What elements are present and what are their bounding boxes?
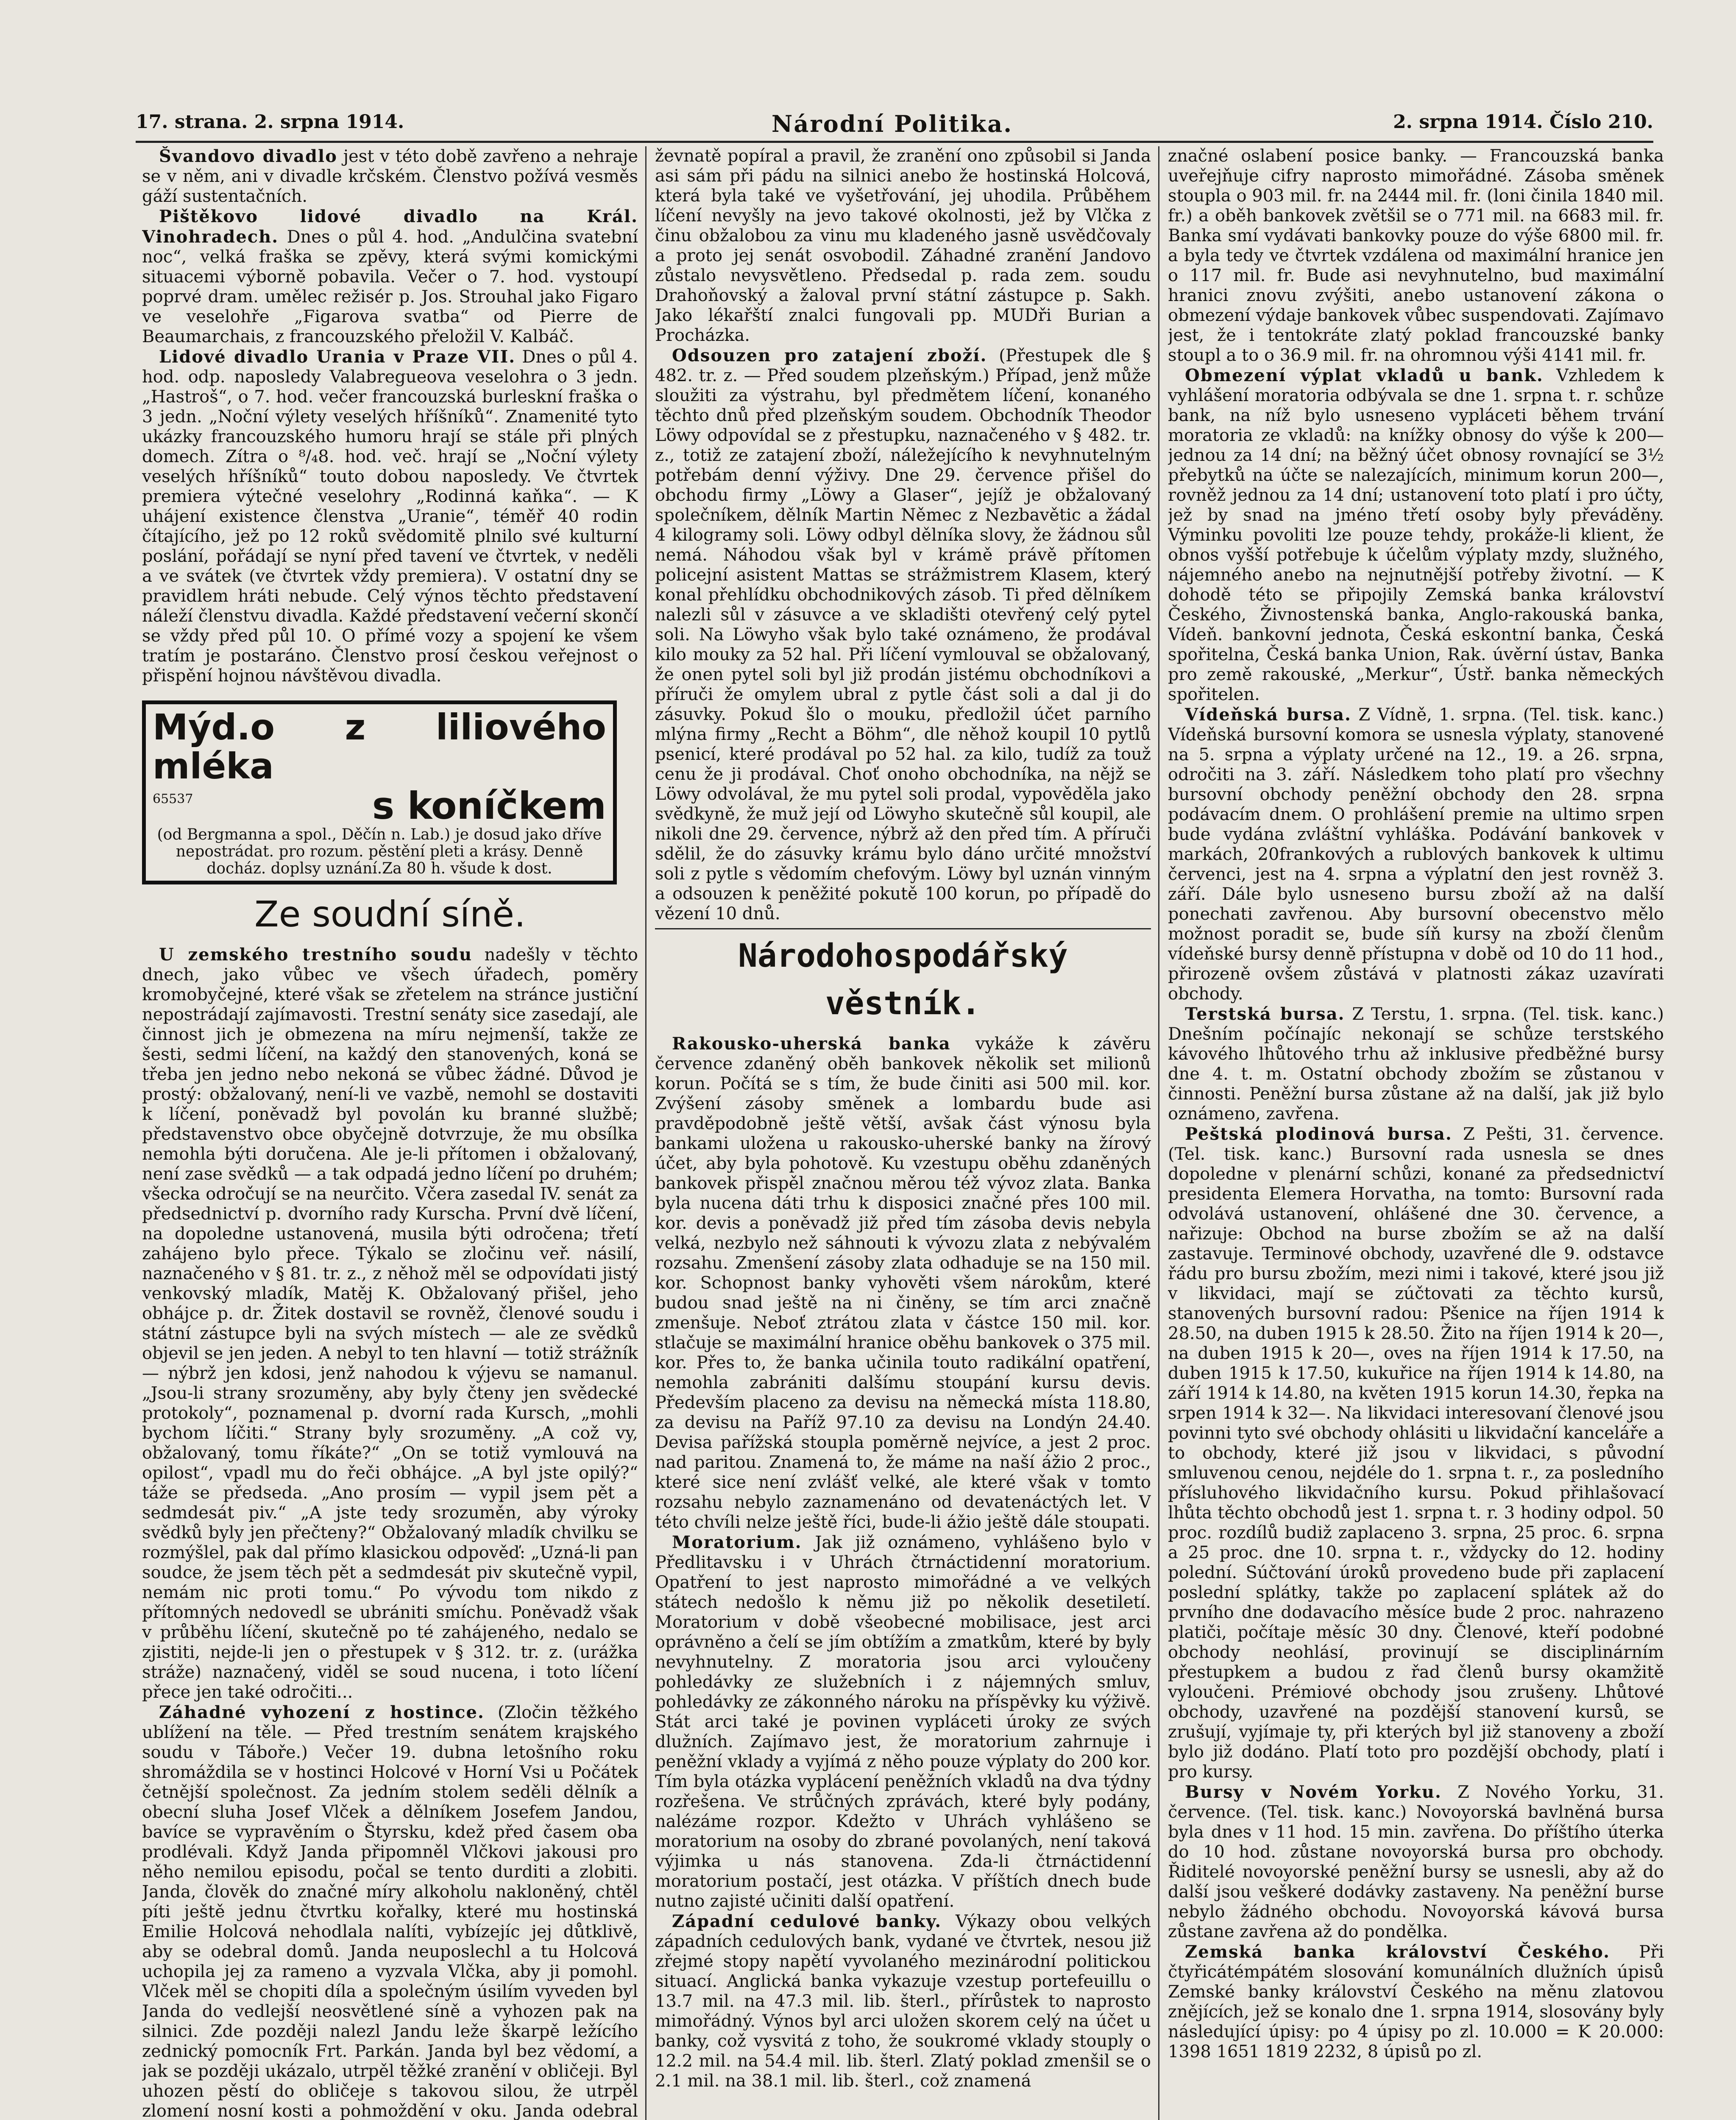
article: Odsouzen pro zatajení zboží. (Přestupek dle § 482. tr. z. — Před soudem plzeňským.) Případ, jenž může sloužiti za výstrahu, byl předmětem líčení, konaného těchto dnů před plzeňským soudem. Obchodník Theodor Löwy odpovídal se z přestupku, naznačeného v § 482. tr. z., totiž ze zatajení zboží, náležejícího k nevyhnutelným potřebám denní výživy. Dne 29. července přišel do obchodu firmy „Löwy a Glaser“, jejíž je obžalovaný společníkem, dělník Martin Němec z Nezbavětic a žádal 4 kilogramy soli. Löwy odbyl dělníka slovy, že žádnou sůl nemá. Náhodou však byl v krámě právě přítomen policejní asistent Mattas se strážmistrem Klasem, který konal přehlídku obchodnikových zásob. Ti před dělníkem nalezli sůl v zásuvce a ve skladišti otevřený celý pytel soli. Na Löwyho však bylo také oznámeno, že prodával kilo mouky za 52 hal. Při líčení vymlouval se obžalovaný, že onen pytel soli byl již prodán jistému obchodníkovi a příruči že omylem ubral z pytle část soli a dal ji do zásuvky. Pokud šlo o mouku, předložil účet parního mlýna firmy „Recht a Böhm“, dle něhož koupil 10 pytlů psenicí, které prodával po 52 hal. za kilo, tudíž za touž cenu že ji prodával. Choť onoho obchodníka, na nějž se Löwy odvolával, že mu pytel soli prodal, vypověděla jako svědkyně, že muž její od Löwyho skutečně sůl koupil, ale nikoli dne 29. července, nýbrž až den před tím. A příruči sdělil, že do zásuvky krámu bylo dáno určité množství soli z pytle s vědomím chefovým. Löwy byl uznán vinným a odsouzen k peněžité pokutě 100 korun, po případě do vězení 10 dnů. [655,346,1151,923]
section-heading: Ze soudní síně. [254,893,526,935]
column-3 [1168,146,1664,2120]
masthead-title: Národní Politika. [772,110,1013,137]
column-rule [1158,146,1159,2120]
soap-advertisement [142,700,617,884]
article: Záhadné vyhození z hostince. (Zločin těžkého ublížení na těle. — Před trestním senátem krajského soudu v Táboře.) Večer 19. dubna letošního roku shromáždila se v hostinci Holcové v Horní Vsi u Počátek četnější společnost. Za jedním stolem seděli dělník a obecní sluha Josef Vlček a dělníkem Josefem Jandou, bavíce se vypravěním o Štyrsku, kdež před časem oba prodlévali. Když Janda připomněl Vlčkovi jakousi pro něho nemilou episodu, počal se tento durditi a zlobiti. Janda, člověk do značné míry alkoholu nakloněný, chtěl píti ještě jednu čtvrtku kořalky, které mu hostinská Emilie Holcová nehodlala nalíti, vybízejíc jej důtklivě, aby se odebral domů. Janda neuposlechl a tu Holcová uchopila jej za rameno a vyzvala Vlčka, aby ji pomohl. Vlček měl se chopiti díla a společným úsilím vyveden byl Janda do vedlejší neosvětlené síně a vyhozen pak na silnici. Zde později nalezl Jandu leže škarpě ležícího zednický pomocník Frt. Parkán. Janda byl bez vědomí, a jak se později ukázalo, utrpěl těžké zranění v obličeji. Byl uhozen pěstí do obličeje s takovou silou, že utrpěl zlomení nosní kosti a pohmoždění v oku. Janda odebral [142,1702,638,2120]
column-2 [655,146,1151,2120]
article-continuation: značné oslabení posice banky. — Francouzská banka uveřejňuje cifry naprosto mimořádné. Zásoba směnek stoupla o 903 mil. fr. na 2444 mil. fr. (loni činila 1840 mil. fr.) a oběh bankovek zvětšil se o 771 mil. na 6683 mil. fr. Banka smí vydávati bankovky pouze do výše 6800 mil. fr. a byla tedy ve čtvrtek vzdálena od maximální hranice jen o 117 mil. fr. Bude asi nevyhnutelno, bud maximální hranici znovu zvýšiti, anebo ustanovení zákona o obmezení výdaje bankovek vůbec suspendovati. Zajímavo jest, že i tentokráte zlatý poklad francouzské banky stoupl a to o 36.9 mil. fr. na ohromnou výši 4141 mil. fr. [1168,146,1664,365]
column-1 [142,146,638,2120]
ad-headline: Mýd.o z liliového mléka [153,706,606,787]
theatre-note: Švandovo divadlo jest v této době zavřeno a nehraje se v něm, ani v divadle krčském. Členstvo požívá vesměs gáží sustentačních. [142,146,638,206]
article: Peštská plodinová bursa. Z Pešti, 31. července. (Tel. tisk. kanc.) Bursovní rada usnesla se dnes dopoledne v plenární schůzi, konané za předsednictví presidenta Elemera Horvatha, na tomto: Bursovní rada odvolává ustanovení, ohlášené dne 30. července, a nařizuje: Obchod na burse zbožím se až na další zastavuje. Terminové obchody, uzavřené dle 9. odstavce řádu pro bursu zbožím, mezi nimi i takové, které jsou již v likvidaci, mají se zúčtovati za těchto kursů, stanovených bursovní radou: Pšenice na říjen 1914 k 28.50, na duben 1915 k 28.50. Žito na říjen 1914 k 20—, na duben 1915 k 20—, oves na říjen 1914 k 17.50, na duben 1915 k 17.50, kukuřice na říjen 1914 k 14.80, na září 1914 k 14.80, na květen 1915 korun 14.30, řepka na srpen 1914 k 32—. Na likvidaci interesovaní členové jsou povinni tyto své obchody ohlásiti u likvidační kanceláře a to obchody, které již jsou v likvidaci, s původní smluvenou cenou, nejdéle do 1. srpna t. r., za posledního přísluhového likvidačního kursu. Pokud přihlašovací lhůta těchto obchodů jest 1. srpna t. r. 3 hodiny odpol. 50 proc. rozdílů budiž zaplaceno 3. srpna, 25 proc. 6. srpna a 25 proc. dne 10. srpna t. r., vždycky do 12. hodiny polední. Súčtování úroků provedeno bude při zaplacení poslední splátky, takže po zaplacení splátek až do prvního dne dodavacího měsíce bude 2 proc. nahrazeno platiči, počítaje měsíc 30 dny. Členové, kteří podobné obchody neohlásí, provinují se disciplinárním přestupkem a budou z řad členů bursy okamžitě vyloučeni. Prémiové obchody jsou zrušeny. Lhůtové obchody, uzavřené na pozdější stanovení kursů, se zrušují, vyjímaje ty, při kterých byl již stanoveny a zboží bylo již dodáno. Platí toto pro pozdější obchody, platí i pro kursy. [1168,1124,1664,1782]
article: Bursy v Novém Yorku. Z Nového Yorku, 31. července. (Tel. tisk. kanc.) Novoyorská bavlněná bursa byla dnes v 11 hod. 15 min. zavřena. Do příštího úterka do 10 hod. zůstane novoyorská bursa pro obchody. Řiditelé novoyorské peněžní bursy se usnesli, aby až do další jsou veškeré dodávky zastaveny. Na peněžní burse nebylo žádného obchodu. Novoyorská kávová bursa zůstane zavřena až do pondělka. [1168,1782,1664,1941]
theatre-note: Pištěkovo lidové divadlo na Král. Vinohradech. Dnes o půl 4. hod. „Andulčina svatební noc“, velká fraška se zpěvy, která svými komickými situacemi výborně pobavila. Večer o 7. hod. vystoupí poprvé dram. umělec režisér p. Jos. Strouhal jako Figaro ve veselohře „Figarova svatba“ od Pierre de Beaumarchais, z francouzského přeložil V. Kalbáč. [142,206,638,346]
article: Moratorium. Jak již oznámeno, vyhlášeno bylo v Předlitavsku i v Uhrách čtrnáctidenní moratorium. Opatření to jest naprosto mimořádné a ve velkých státech nedošlo k němu již po několik desetiletí. Moratorium v době všeobecné mobilisace, jest arci oprávněno a čelí se jím obtížím a zmatkům, které by byly nevyhnutelny. Z moratoria jsou arci vyloučeny pohledávky ze služebních i z nájemných smluv, pohledávky ze zákonného nároku na příspěvky ku výživě. Stát arci také je povinen vypláceti úroky ze svých dlužních. Zajímavo jest, že moratorium zahrnuje i peněžní vklady a vyjímá z něho pouze výplaty do 200 kor. Tím byla otázka vyplácení peněžních vkladů na dva týdny rozřešena. Ve strůčných zprávách, které byly podány, nalézáme rozpor. Kdežto v Uhrách vyhlášeno se moratorium na osoby do zbrané povolaných, není taková výjimka u nás stanovena. Zda-li čtrnáctidenní moratorium postačí, jest otázka. V příštích dnech bude nutno zajisté učiniti další opatření. [655,1532,1151,1911]
ad-headline-2: s koníčkem [372,784,606,828]
article-continuation: ževnatě popíral a pravil, že zranění ono způsobil si Janda asi sám při pádu na silnici anebo že hostinská Holcová, která byla také ve vyšetřování, jej uhodila. Průběhem líčení nevyšly na jevo takové okolnosti, jež by Vlčka z činu obžalobou za vinu mu kladeného jasně usvědčovaly a proto jej senát osvobodil. Záhadné zranění Jandovo zůstalo nevysvětleno. Předsedal p. rada zem. soudu Drahoňovský a žaloval první státní zástupce p. Sakh. Jako lékařští znalci fungovali pp. MUDři Burian a Procházka. [655,146,1151,345]
theatre-note: Lidové divadlo Urania v Praze VII. Dnes o půl 4. hod. odp. naposledy Valabregueova veselohra o 3 jedn. „Hastroš“, o 7. hod. večer francouzská burleskní fraška o 3 jedn. „Noční výlety veselých hříšníků“. Znamenité tyto ukázky francouzského humoru hrají se stále při plných domech. Zítra o ⁸/₄8. hod. več. hrají se „Noční výlety veselých hříšníků“ touto dobou naposledy. Ve čtvrtek premiera výtečné veselohry „Rodinná kaňka“. — K uhájení existence členstva „Uranie“, téměř 40 rodin čítajícího, jež po 12 roků svědomitě plnilo své kulturní poslání, pořádají se nyní před tavení ve čtvrtek, v neděli a ve svátek (ve čtvrtek vždy premiera). V ostatní dny se pravidlem hráti nebude. Celý výnos těchto představení náleží členstvu divadla. Každé představení večerní skončí se vždy před půl 10. O přímé vozy a spojení ke všem tratím je postaráno. Členstvo prosí českou veřejnost o přispění hojnou návštěvou divadla. [142,347,638,686]
header-issue-number: 2. srpna 1914. Číslo 210. [1393,111,1653,133]
article: U zemského trestního soudu nadešly v těchto dnech, jako vůbec ve všech úřadech, poměry kromobyčejné, které však se zřetelem na stránce justiční nepostrádají zajímavosti. Trestní senáty sice zasedají, ale činnost jich je obmezena na míru nejmenší, takže ze šesti, sedmi líčení, na každý den stanovených, koná se třeba jen jedno nebo nekoná se vůbec žádné. Důvod je prostý: obžalovaný, není-li ve vazbě, nemohl se dostaviti k líčení, poněvadž byl povolán ku branné službě; představenstvo obce obyčejně dotvrzuje, že mu obsílka nemohla býti doručena. Ale je-li přítomen i obžalovaný, není zase svědků — a tak odpadá jedno líčení po druhém; všecka odročují se na neurčito. Včera zasedal IV. senát za předsednictví p. dvorního rady Kurscha. První dvě líčení, na dopoledne ustanovená, musila býti odročena; třetí zahájeno bylo přece. Týkalo se zločinu veř. násilí, naznačeného v § 81. tr. z., z něhož měl se odpovídati jistý venkovský mladík, Matěj K. Obžalovaný přišel, jeho obhájce p. dr. Žitek dostavil se rovněž, členové soudu i státní zástupce byli na svých místech — ale ze svědků objevil se jen jeden. A nebyl to ten hlavní — totiž strážník — nýbrž jen kdosi, jenž nahodou k výjevu se namanul. „Jsou-li strany srozuměny, aby byly čteny jen svědecké protokoly“, poznamenal p. dvorní rada Kursch, „mohli bychom líčiti.“ Strany byly srozuměny. „A což vy, obžalovaný, tomu říkáte?“ „On se totiž vymlouvá na opilost“, vpadl mu do řeči obhájce. „A byl jste opilý?“ táže se předseda. „Ano prosím — vypil jsem pět a sedmdesát piv.“ „A jste tedy srozuměn, aby výroky svědků byly jen přečteny?“ Obžalovaný mladík chvilku se rozmýšlel, pak dal přímo klasickou odpověď: „Uzná-li pan soudce, že jsem těch pět a sedmdesát piv skutečně vypil, nemám nic proti tomu.“ Po vývodu tom nikdo z přítomných nedovedl se ubrániti smíchu. Poněvadž však v průběhu líčení, skutečně po té zahájeného, nedalo se zjistiti, nejde-li jen o přestupek v § 312. tr. z. (urážka stráže) naznačený, viděl se soud nucena, i toto líčení přece jen také odročiti... [142,945,638,1702]
article: Zemská banka království Českého. Při čtyřicátémpátém slosování komunálních dlužních úpisů Zemské banky království Českého na měnu zlatovou znějících, jež se konalo dne 1. srpna 1914, slosovány byly následující úpisy: po 4 úpisy po zl. 10.000 = K 20.000: 1398 1651 1819 2232, 8 úpisů po zl. [1168,1942,1664,2061]
article: Vídeňská bursa. Z Vídně, 1. srpna. (Tel. tisk. kanc.) Vídeňská bursovní komora se usnesla výplaty, stanovené na 5. srpna a výplaty určené na 12., 19. a 26. srpna, odročiti na 3. září. Následkem toho platí pro všechny bursovní obchody peněžní obchody den 28. srpna podávacím dnem. O prohlášení premie na ultimo srpen bude vydána zvláštní vyhláška. Podávání bankovek v markách, 20frankových a rublových bankovek k ultimu červenci, jest na 4. srpna a výplatní den jest rovněž 3. září. Dále bylo usneseno bursu zboží až na další ponechati zavřenou. Aby bursovní obecenstvo mělo možnost poradit se, bude síň kursy na zboží členům vídeňské bursy denně přístupna v době od 10 do 11 hod., přirozeně ovšem zůstává v platnosti zákaz uzavírati obchody. [1168,705,1664,1004]
column-rule [645,146,646,2120]
article: Rakousko-uherská banka vykáže k závěru července zdaněný oběh bankovek několik set milionů korun. Počítá se s tím, že bude činiti asi 500 mil. kor. Zvýšení zásoby směnek a lombardu bude asi pravděpodobně ještě větší, avšak část výnosu byla bankami uložena u rakousko-uherské banky na žírový účet, aby byla pohotově. Ku vzestupu oběhu zdaněných bankovek přispěl značnou měrou též vývoz zlata. Banka byla nucena dáti trhu k disposici značné přes 100 mil. kor. devis a poněvadž již před tím zásoba devis nebyla velká, nezbylo než sáhnouti k vývozu zlata z nebývalém rozsahu. Zmenšení zásoby zlata odhaduje se na 150 mil. kor. Schopnost banky vyhověti všem nárokům, které budou snad ještě na ni činěny, se tím arci značně zmenšuje. Neboť ztrátou zlata v částce 150 mil. kor. stlačuje se maximální hranice oběhu bankovek o 375 mil. kor. Přes to, že banka učinila touto radikální opatření, nemohla zabrániti dalšímu stoupání kursu devis. Především placeno za devisu na německá místa 118.80, za devisu na Paříž 97.10 za devisu na Londýn 24.40. Devisa pařížská stoupla poměrně nejvíce, a jest 2 proc. nad paritou. Znamená to, že máme na naší ážio 2 proc., které sice není zvlášť velké, ale které však v tomto rozsahu nebylo zaznamenáno od devatenáctých let. V této chvíli nelze ještě říci, bude-li ážio ještě dále stoupati. [655,1034,1151,1532]
header-page-date: 17. strana. 2. srpna 1914. [136,111,404,133]
section-heading: Národohospodářský věstník. [655,928,1151,1027]
ad-body: (od Bergmanna a spol., Děčín n. Lab.) je dosud jako dříve nepostrádat. pro rozum. pěstění pleti a krásy. Denně docház. doplsy uznání.Za 80 h. všude k dost. [157,826,602,877]
article: Obmezení výplat vkladů u bank. Vzhledem k vyhlášení moratoria odbývala se dne 1. srpna t. r. schůze bank, na níž bylo usneseno vypláceti během trvání moratoria ze vkladů: na knížky obnosy do výše k 200— jednou za 14 dní; na běžný účet obnosy rovnající se 3½ přebytků na účte se nalezajících, minimum korun 200—, rovněž jednou za 14 dní; ustanovení toto platí i pro účty, jež by snad na jméno třetí osoby byly převáděny. Výminku povoliti lze pouze tehdy, prokáže-li klient, že obnos vyšší potřebuje k účelům výplaty mzdy, služného, nájemného anebo na nejnutnější potřeby životní. — K dohodě této se připojily Zemská banka království Českého, Živnostenská banka, Anglo-rakouská banka, Vídeň. bankovní jednota, Česká eskontní banka, Česká spořitelna, Česká banka Union, Rak. úvěrní ústav, Banka pro země rakouské, „Merkur“, Ústř. banka německých spořitelen. [1168,365,1664,704]
article: Terstská bursa. Z Terstu, 1. srpna. (Tel. tisk. kanc.) Dnešním počínajíc nekonají se schůze terstského kávového lhůtového trhu až inklusive předběžné bursy dne 4. t. m. Ostatní obchody zbožím se zůstanou v činnosti. Peněžní bursa zůstane až na další, jak již bylo oznámeno, zavřena. [1168,1004,1664,1124]
page-header [136,111,1653,143]
article: Západní cedulové banky. Výkazy obou velkých západních cedulových bank, vydané ve čtvrtek, nesou již zřejmé stopy napětí vyvolaného mezinárodní politickou situací. Anglická banka vykazuje vzestup portefeuillu o 13.7 mil. na 47.3 mil. lib. šterl., přírůstek to naprosto mimořádný. Výnos byl arci uložen skorem celý na účet u banky, což vysvitá z toho, že soukromé vklady stouply o 12.2 mil. na 54.4 mil. lib. šterl. Zlatý poklad zmenšil se o 2.1 mil. na 38.1 mil. lib. šterl., což znamená [655,1911,1151,2091]
ad-code: 65537 [153,792,193,806]
